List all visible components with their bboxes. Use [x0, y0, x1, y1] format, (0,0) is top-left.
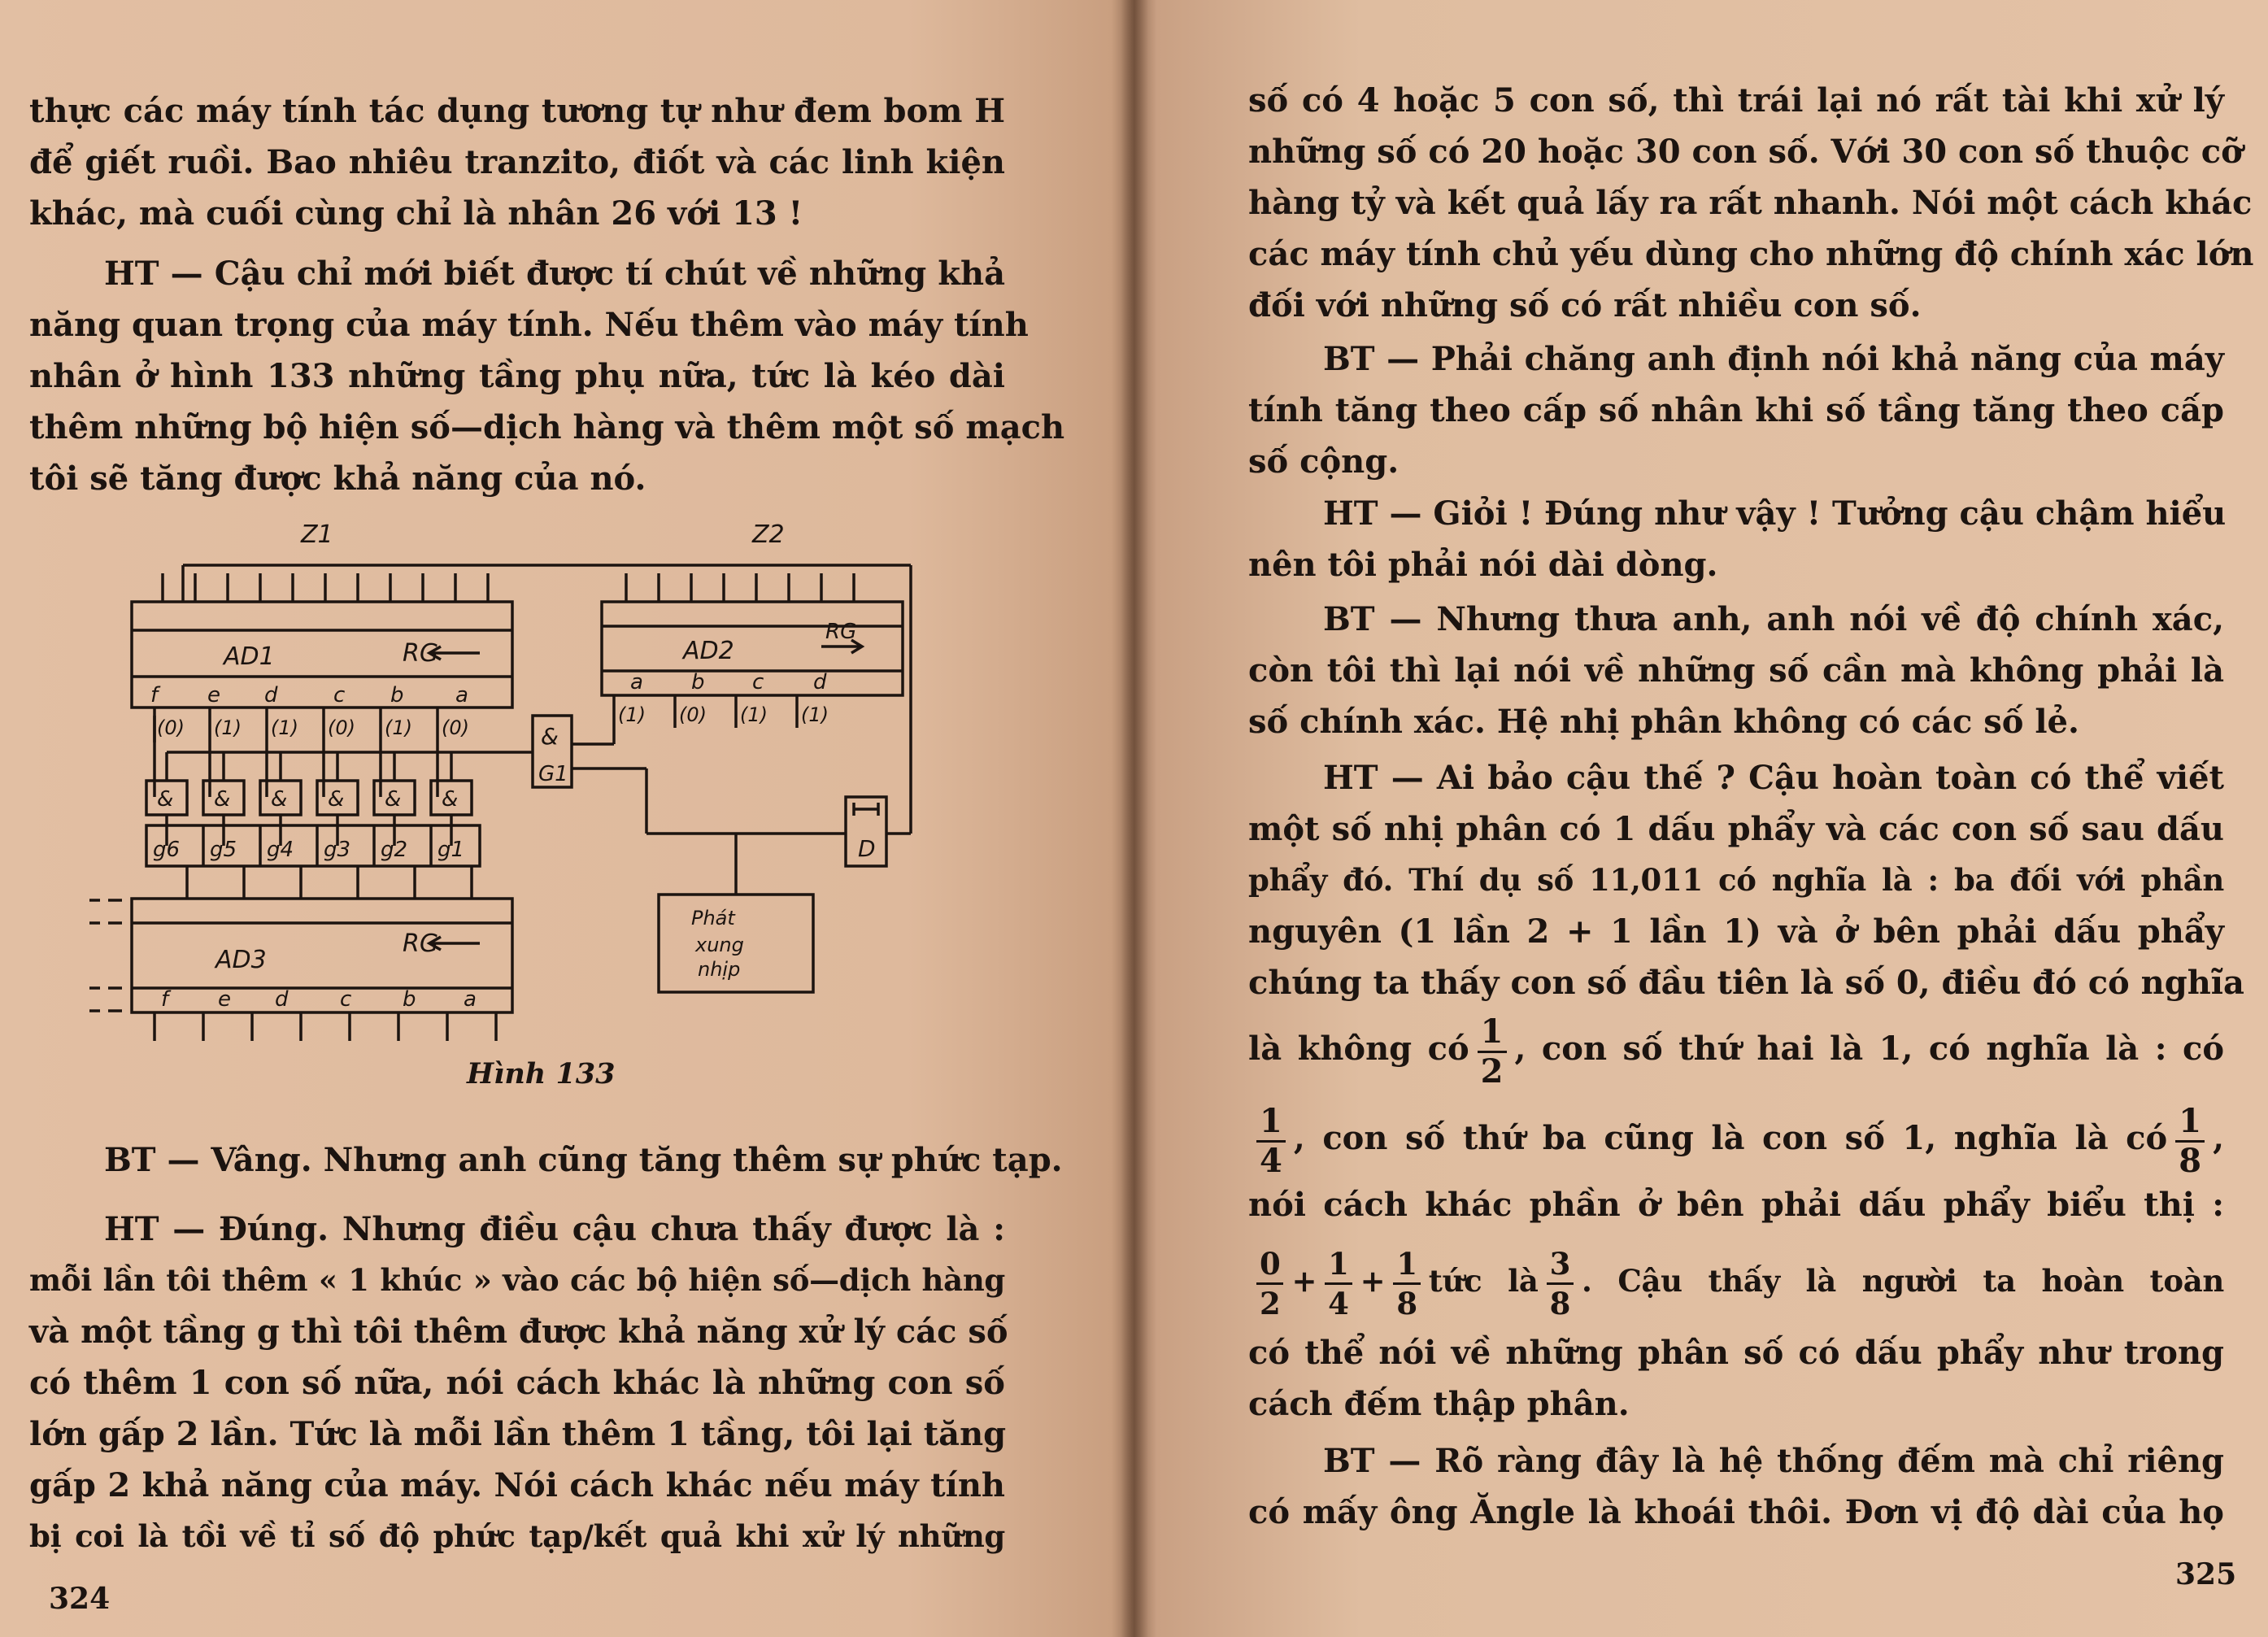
fraction — [1478, 1013, 1507, 1091]
text-line: cách đếm thập phân. — [1248, 1385, 1630, 1423]
fraction — [1547, 1245, 1574, 1322]
label-and: & — [214, 787, 231, 812]
denominator: 2 — [1480, 1051, 1504, 1091]
fraction-line-3 — [1248, 1236, 2224, 1326]
label-z2: Z2 — [752, 520, 785, 549]
fraction — [1393, 1245, 1420, 1322]
text-line: gấp 2 khả năng của máy. Nói cách khác nếu máy tính — [29, 1466, 1005, 1504]
numerator: 3 — [1547, 1245, 1574, 1285]
label-ad2: AD2 — [683, 637, 734, 665]
text-line: HT — Ai bảo cậu thế ? Cậu hoàn toàn có thể viết — [1323, 759, 2224, 797]
left-paragraph-2 — [29, 248, 1065, 504]
text-line: nhân ở hình 133 những tầng phụ nữa, tức là kéo dài — [29, 357, 1005, 395]
label-bit-value: (1) — [801, 703, 829, 726]
label-rg: RG — [403, 639, 439, 668]
plus-sign: + — [1291, 1263, 1317, 1299]
text-line: BT — Nhưng thưa anh, anh nói về độ chính xác, — [1323, 600, 2224, 638]
text-line: thực các máy tính tác dụng tương tự như đem bom H — [29, 92, 1005, 130]
text-line: có mấy ông Ăngle là khoái thôi. Đơn vị độ dài của họ — [1248, 1493, 2224, 1531]
label-rg: RG — [403, 930, 439, 958]
label-bit-value: (0) — [442, 716, 469, 739]
text-line: HT — Giỏi ! Đúng như vậy ! Tưởng cậu chậm hiểu — [1323, 494, 2227, 533]
text-segment: là không có — [1248, 1030, 1469, 1068]
label-g-stage: g3 — [324, 838, 351, 862]
label-bit-letter: c — [340, 987, 352, 1012]
label-ad3: AD3 — [215, 946, 267, 974]
left-paragraph-3 — [29, 1134, 1063, 1186]
right-page — [1134, 0, 2268, 1637]
label-z1: Z1 — [301, 520, 333, 549]
text-line — [1248, 1004, 2224, 1094]
text-line — [1248, 1094, 2224, 1183]
denominator: 2 — [1260, 1286, 1281, 1321]
numerator: 1 — [2175, 1103, 2205, 1143]
label-clock-1: Phát — [691, 907, 735, 930]
fraction — [1325, 1245, 1352, 1322]
text-line: có thêm 1 con số nữa, nói cách khác là những con số — [29, 1364, 1005, 1402]
left-paragraph-1 — [29, 85, 1005, 239]
text-line: BT — Rõ ràng đây là hệ thống đếm mà chỉ riêng — [1323, 1442, 2224, 1480]
label-bit-letter: b — [691, 670, 705, 694]
fraction — [1256, 1103, 1286, 1180]
label-bit-letter: e — [207, 683, 220, 707]
label-g1: G1 — [538, 762, 568, 786]
text-segment: , con số thứ hai là 1, có nghĩa là : có — [1514, 1030, 2225, 1068]
text-line: và một tầng g thì tôi thêm được khả năng xử lý các số — [29, 1313, 1008, 1351]
label-g-stage: g2 — [381, 838, 408, 862]
denominator: 4 — [1328, 1286, 1349, 1321]
text-line: hàng tỷ và kết quả lấy ra rất nhanh. Nói một cách khác — [1248, 184, 2253, 222]
text-line: phẩy đó. Thí dụ số 11,011 có nghĩa là : ba đối với phần — [1248, 862, 2224, 898]
numerator: 1 — [1256, 1103, 1286, 1143]
label-and: & — [385, 787, 402, 812]
text-line: nguyên (1 lần 2 + 1 lần 1) và ở bên phải dấu phẩy — [1248, 912, 2224, 951]
fraction-line-1 — [1248, 1004, 2224, 1094]
denominator: 8 — [2179, 1141, 2202, 1180]
text-line: còn tôi thì lại nói về những số cần mà không phải là — [1248, 651, 2224, 690]
right-paragraph-2 — [1248, 333, 2224, 487]
label-bit-letter: f — [161, 987, 169, 1012]
label-bit-value: (0) — [328, 716, 355, 739]
text-line: chúng ta thấy con số đầu tiên là số 0, điều đó có nghĩa — [1248, 964, 2244, 1002]
text-segment: . Cậu thấy là người ta hoàn toàn — [1582, 1263, 2224, 1299]
text-line: đối với những số có rất nhiều con số. — [1248, 286, 1922, 324]
label-bit-letter: a — [630, 670, 643, 694]
text-line: bị coi là tồi về tỉ số độ phức tạp/kết quả khi xử lý những — [29, 1518, 1005, 1554]
label-g-stage: g4 — [267, 838, 294, 862]
text-line: năng quan trọng của máy tính. Nếu thêm vào máy tính — [29, 306, 1029, 344]
label-bit-letter: b — [390, 683, 404, 707]
label-clock-3: nhịp — [698, 958, 741, 981]
numerator: 1 — [1478, 1013, 1507, 1053]
text-line: một số nhị phân có 1 dấu phẩy và các con số sau dấu — [1248, 810, 2224, 848]
label-g-stage: g1 — [437, 838, 465, 862]
label-bit-value: (1) — [271, 716, 298, 739]
right-paragraph-6-rest — [1248, 1327, 2224, 1430]
text-line: những số có 20 hoặc 30 con số. Với 30 con số thuộc cỡ — [1248, 133, 2243, 171]
label-g-stage: g6 — [153, 838, 181, 862]
label-bit-letter: b — [403, 987, 416, 1012]
label-bit-value: (1) — [740, 703, 768, 726]
right-paragraph-3 — [1248, 488, 2227, 590]
label-bit-letter: f — [150, 683, 159, 707]
fraction-line-2 — [1248, 1094, 2224, 1183]
text-line — [1248, 1236, 2224, 1326]
label-and: & — [157, 787, 174, 812]
text-line: số cộng. — [1248, 442, 1400, 481]
label-bit-letter: a — [464, 987, 477, 1012]
label-d: D — [858, 835, 876, 862]
label-bit-letter: c — [333, 683, 346, 707]
text-line: nói cách khác phần ở bên phải dấu phẩy biểu thị : — [1248, 1186, 2224, 1224]
text-line: tính tăng theo cấp số nhân khi số tầng tăng theo cấp — [1248, 391, 2224, 429]
circuit-diagram — [89, 508, 951, 1045]
text-line: thêm những bộ hiện số—dịch hàng và thêm một số mạch — [29, 408, 1065, 446]
label-bit-letter: e — [218, 987, 231, 1012]
page-number: 324 — [49, 1582, 111, 1616]
denominator: 4 — [1260, 1141, 1282, 1180]
text-line: có thể nói về những phân số có dấu phẩy như trong — [1248, 1334, 2224, 1372]
plus-sign: + — [1360, 1263, 1386, 1299]
register-ad3 — [132, 899, 512, 1012]
fraction — [1256, 1245, 1283, 1322]
right-paragraph-6 — [1248, 1179, 2224, 1230]
text-line: nên tôi phải nói dài dòng. — [1248, 546, 1718, 584]
numerator: 1 — [1393, 1245, 1420, 1285]
right-paragraph-5 — [1248, 752, 2244, 1008]
right-paragraph-1 — [1248, 75, 2254, 331]
label-bit-letter: c — [752, 670, 764, 694]
right-paragraph-4 — [1248, 594, 2224, 747]
text-line: để giết ruồi. Bao nhiêu tranzito, điốt và các linh kiện — [29, 143, 1005, 181]
numerator: 1 — [1325, 1245, 1352, 1285]
label-and: & — [541, 723, 559, 750]
label-bit-value: (0) — [679, 703, 707, 726]
text-line: BT — Vâng. Nhưng anh cũng tăng thêm sự phức tạp. — [104, 1141, 1063, 1179]
label-bit-letter: d — [264, 683, 278, 707]
text-line: số có 4 hoặc 5 con số, thì trái lại nó rất tài khi xử lý — [1248, 81, 2224, 120]
text-line: mỗi lần tôi thêm « 1 khúc » vào các bộ hiện số—dịch hàng — [29, 1262, 1005, 1298]
text-line: số chính xác. Hệ nhị phân không có các số lẻ. — [1248, 703, 2079, 741]
label-bit-letter: a — [455, 683, 468, 707]
text-segment: tức là — [1428, 1263, 1539, 1299]
text-line: khác, mà cuối cùng chỉ là nhân 26 với 13 ! — [29, 194, 803, 233]
fraction — [2175, 1103, 2205, 1180]
label-and: & — [328, 787, 345, 812]
text-line: HT — Đúng. Nhưng điều cậu chưa thấy được là : — [104, 1210, 1005, 1248]
label-and: & — [271, 787, 288, 812]
denominator: 8 — [1396, 1286, 1417, 1321]
label-bit-letter: d — [813, 670, 827, 694]
left-paragraph-4 — [29, 1204, 1008, 1562]
numerator: 0 — [1256, 1245, 1283, 1285]
page-number: 325 — [2175, 1557, 2237, 1591]
text-segment: , con số thứ ba cũng là con số 1, nghĩa là có — [1293, 1119, 2168, 1157]
text-line: lớn gấp 2 lần. Tức là mỗi lần thêm 1 tầng, tôi lại tăng — [29, 1415, 1007, 1453]
label-clock-2: xung — [695, 934, 744, 956]
label-bit-value: (1) — [618, 703, 646, 726]
label-ad1: AD1 — [224, 642, 275, 671]
label-rg: RG — [825, 620, 857, 644]
label-and: & — [442, 787, 459, 812]
label-bit-value: (1) — [385, 716, 412, 739]
label-bit-value: (1) — [214, 716, 242, 739]
figure-caption: Hình 133 — [467, 1057, 616, 1091]
label-g-stage: g5 — [210, 838, 237, 862]
text-line: các máy tính chủ yếu dùng cho những độ chính xác lớn — [1248, 235, 2254, 273]
label-bit-letter: d — [275, 987, 289, 1012]
text-segment: , — [2213, 1119, 2224, 1157]
right-paragraph-7 — [1248, 1435, 2224, 1538]
denominator: 8 — [1549, 1286, 1571, 1321]
text-line: HT — Cậu chỉ mới biết được tí chút về những khả — [104, 255, 1005, 293]
text-line: tôi sẽ tăng được khả năng của nó. — [29, 459, 646, 498]
label-bit-value: (0) — [157, 716, 185, 739]
text-line: BT — Phải chăng anh định nói khả năng của máy — [1323, 340, 2224, 378]
